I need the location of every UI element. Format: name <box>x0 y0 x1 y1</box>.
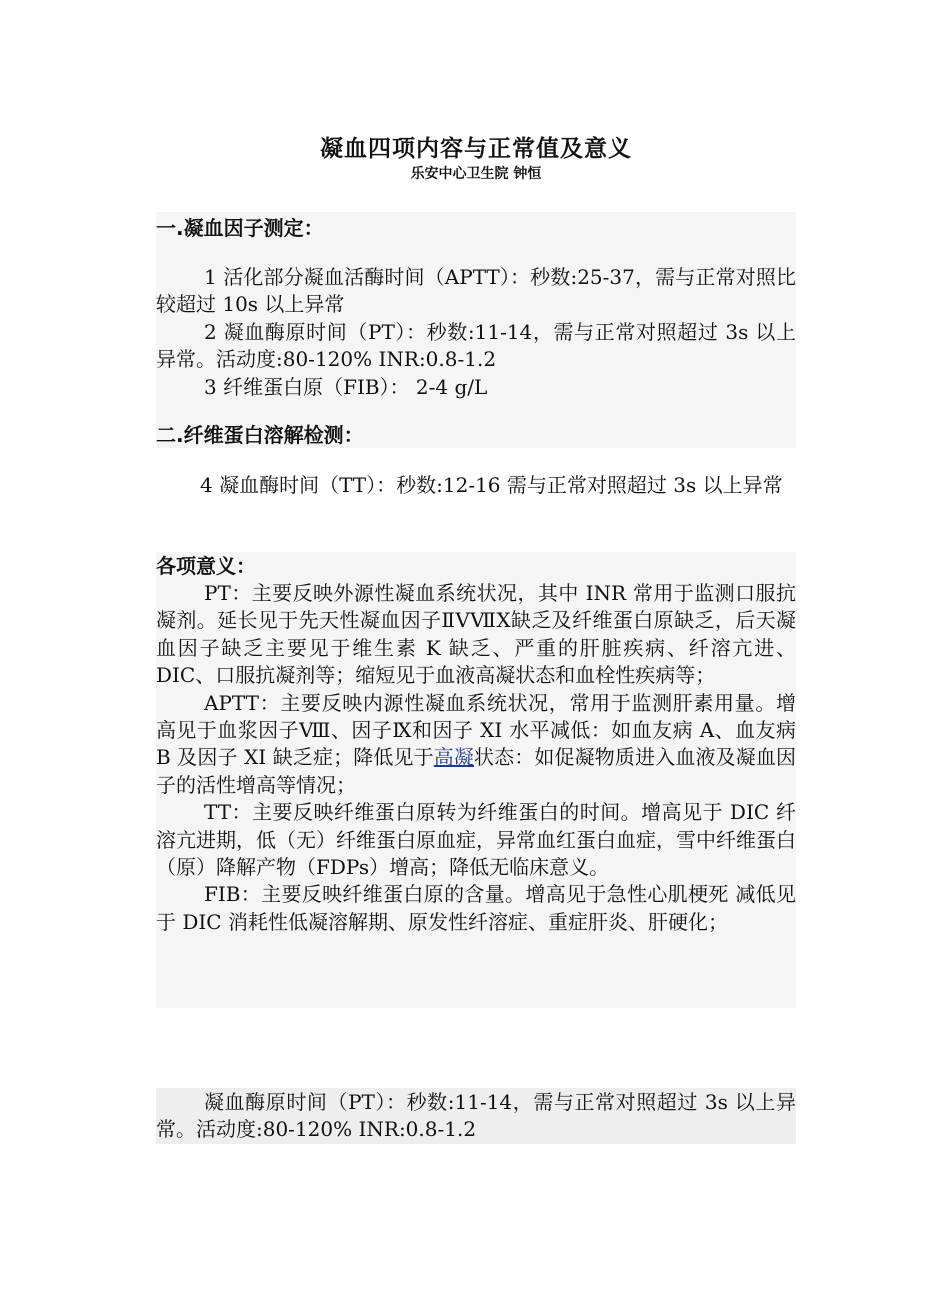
footer-pt-text: 凝血酶原时间（PT）：秒数:11-14，需与正常对照超过 3s 以上异常。活动度:80-120% INR:0.8-1.2 <box>156 1090 796 1142</box>
item-aptt-normal: 1 活化部分凝血活酶时间（APTT）：秒数:25-37，需与正常对照比较超过 10s 以上异常 <box>156 265 796 317</box>
significance-aptt-text: APTT：主要反映内源性凝血系统状况，常用于监测肝素用量。增高见于血浆因子Ⅷ、因子Ⅸ和因子 XI 水平减低：如血友病 A、血友病 B 及因子 XI 缺乏症；降低见于 <box>156 690 796 770</box>
section2-heading: 二.纤维蛋白溶解检测： <box>156 423 364 448</box>
significance-fib: FIB：主要反映纤维蛋白原的含量。增高见于急性心肌梗死 减低见于 DIC 消耗性低凝溶解期、原发性纤溶症、重症肝炎、肝硬化； <box>156 882 796 934</box>
footer-pt-note <box>156 1088 796 1144</box>
item-tt-normal: 4 凝血酶时间（TT）：秒数:12-16 需与正常对照超过 3s 以上异常 <box>200 473 783 497</box>
significance-pt: PT：主要反映外源性凝血系统状况，其中 INR 常用于监测口服抗凝剂。延长见于先天性凝血因子ⅡⅤⅦⅩ缺乏及纤维蛋白原缺乏，后天凝血因子缺乏主要见于维生素 K 缺乏、严重的肝脏疾病、纤溶亢进、DIC、口服抗凝剂等；缩短见于血液高凝状态和血栓性疾病等； <box>156 581 796 688</box>
hypercoagulable-link[interactable]: 高凝 <box>433 745 475 770</box>
document-title: 凝血四项内容与正常值及意义 <box>320 136 632 162</box>
section-coagulation-factors <box>156 212 796 448</box>
significance-aptt <box>156 690 796 800</box>
section-fibrinolysis <box>156 472 796 532</box>
item-fib-normal: 3 纤维蛋白原（FIB）： 2-4 g/L <box>204 374 488 399</box>
item-pt-normal: 2 凝血酶原时间（PT）：秒数:11-14，需与正常对照超过 3s 以上异常。活动度:80-120% INR:0.8-1.2 <box>156 319 796 372</box>
document-author: 乐安中心卫生院 钟恒 <box>410 166 542 182</box>
significance-aptt-text-end: 状态：如促凝物质进入血液及凝血因子的活性增高等情况； <box>156 745 796 797</box>
section3-heading: 各项意义： <box>156 554 256 578</box>
section1-heading: 一.凝血因子测定： <box>156 216 324 240</box>
significance-tt: TT：主要反映纤维蛋白原转为纤维蛋白的时间。增高见于 DIC 纤溶亢进期，低（无）纤维蛋白原血症，异常血红蛋白血症，雪中纤维蛋白（原）降解产物（FDPs）增高；降低无临床意义。 <box>156 800 796 880</box>
section-significance <box>156 552 796 1008</box>
